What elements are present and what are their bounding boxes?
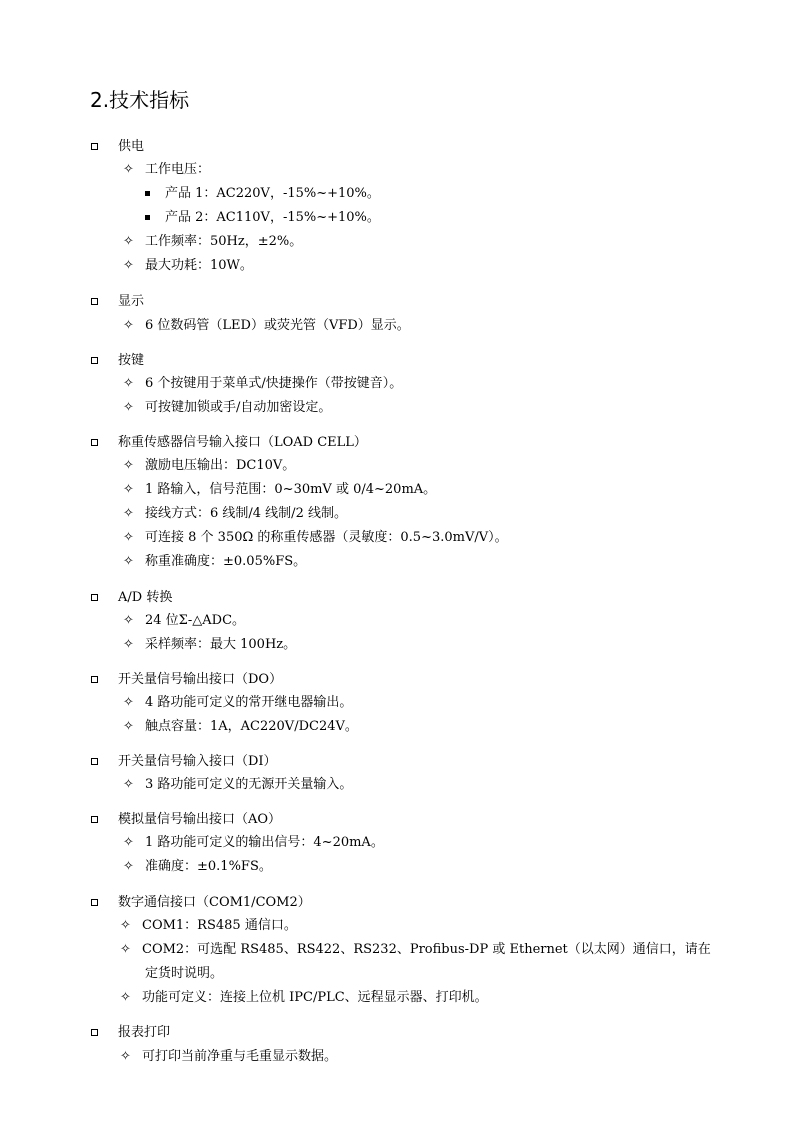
- spec-item: [120, 1048, 338, 1066]
- section-heading-text: 称重传感器信号输入接口（LOAD CELL）: [118, 435, 367, 450]
- section-heading: [118, 811, 281, 829]
- spec-item-text: COM1：RS485 通信口。: [142, 918, 297, 933]
- four-point-star-bullet-icon: ✧: [123, 637, 134, 652]
- checkbox-square-bullet-icon: [91, 758, 98, 765]
- spec-item: [123, 529, 508, 547]
- spec-item: [123, 399, 332, 417]
- four-point-star-bullet-icon: ✧: [123, 835, 134, 850]
- four-point-star-bullet-icon: ✧: [123, 859, 134, 874]
- spec-item: [123, 161, 211, 179]
- spec-item: [123, 694, 353, 712]
- spec-item-text: 接线方式：6 线制/4 线制/2 线制。: [145, 506, 347, 521]
- checkbox-square-bullet-icon: [91, 439, 98, 446]
- spec-item-text: 最大功耗：10W。: [145, 258, 253, 273]
- spec-item: [123, 612, 246, 630]
- four-point-star-bullet-icon: ✧: [123, 530, 134, 545]
- spec-item-text: 1 路输入，信号范围：0~30mV 或 0/4~20mA。: [145, 482, 437, 497]
- spec-item: [123, 233, 303, 251]
- four-point-star-bullet-icon: ✧: [123, 482, 134, 497]
- section-heading: [118, 589, 172, 607]
- spec-item: [123, 834, 384, 852]
- square-bullet-icon: [145, 215, 150, 220]
- section-heading-text: 开关量信号输入接口（DI）: [118, 754, 277, 769]
- spec-item-text: 3 路功能可定义的无源开关量输入。: [145, 777, 353, 792]
- spec-item: [123, 317, 410, 335]
- spec-item-text: 准确度：±0.1%FS。: [145, 859, 272, 874]
- four-point-star-bullet-icon: ✧: [123, 458, 134, 473]
- section-heading-text: 报表打印: [118, 1025, 171, 1040]
- four-point-star-bullet-icon: ✧: [120, 1049, 131, 1064]
- spec-item: [123, 481, 437, 499]
- checkbox-square-bullet-icon: [91, 899, 98, 906]
- section-heading: [118, 671, 282, 689]
- four-point-star-bullet-icon: ✧: [123, 719, 134, 734]
- spec-item: [123, 776, 353, 794]
- section-heading: [118, 894, 311, 912]
- checkbox-square-bullet-icon: [91, 594, 98, 601]
- four-point-star-bullet-icon: ✧: [120, 918, 131, 933]
- four-point-star-bullet-icon: ✧: [120, 942, 131, 957]
- four-point-star-bullet-icon: ✧: [123, 234, 134, 249]
- spec-item: [120, 941, 711, 959]
- section-heading: [118, 1024, 170, 1042]
- spec-item-text: 可打印当前净重与毛重显示数据。: [142, 1049, 338, 1064]
- spec-item-text: 产品 1：AC220V，-15%~+10%。: [165, 186, 380, 201]
- spec-item-text: 功能可定义：连接上位机 IPC/PLC、远程显示器、打印机。: [142, 990, 488, 1005]
- spec-item: [145, 965, 223, 983]
- spec-item: [123, 718, 358, 736]
- four-point-star-bullet-icon: ✧: [123, 506, 134, 521]
- four-point-star-bullet-icon: ✧: [120, 990, 131, 1005]
- spec-item: [123, 858, 272, 876]
- spec-item-text: 称重准确度：±0.05%FS。: [145, 554, 307, 569]
- page-title: 2.技术指标: [90, 88, 190, 112]
- four-point-star-bullet-icon: ✧: [123, 162, 134, 177]
- section-heading: [118, 352, 144, 370]
- spec-item: [165, 185, 380, 203]
- section-heading-text: A/D 转换: [118, 590, 173, 605]
- spec-item-text: 激励电压输出：DC10V。: [145, 458, 296, 473]
- spec-item-text: 可按键加锁或手/自动加密设定。: [145, 400, 332, 415]
- spec-item-text: 6 个按键用于菜单式/快捷操作（带按键音）。: [145, 376, 403, 391]
- four-point-star-bullet-icon: ✧: [123, 613, 134, 628]
- checkbox-square-bullet-icon: [91, 816, 98, 823]
- spec-item: [165, 209, 380, 227]
- section-heading-text: 模拟量信号输出接口（AO）: [118, 812, 282, 827]
- spec-item: [123, 375, 403, 393]
- spec-item-text: COM2：可选配 RS485、RS422、RS232、Profibus-DP 或 Ethernet（以太网）通信口，请在: [142, 942, 711, 957]
- spec-item-text: 工作频率：50Hz，±2%。: [145, 234, 303, 249]
- section-heading-text: 数字通信接口（COM1/COM2）: [118, 895, 311, 910]
- checkbox-square-bullet-icon: [91, 676, 98, 683]
- spec-item-text: 产品 2：AC110V，-15%~+10%。: [165, 210, 380, 225]
- checkbox-square-bullet-icon: [91, 1029, 98, 1036]
- four-point-star-bullet-icon: ✧: [123, 554, 134, 569]
- spec-item-text: 可连接 8 个 350Ω 的称重传感器（灵敏度：0.5~3.0mV/V）。: [145, 530, 508, 545]
- section-heading-text: 开关量信号输出接口（DO）: [118, 672, 283, 687]
- section-heading: [118, 293, 144, 311]
- spec-item-text: 采样频率：最大 100Hz。: [145, 637, 297, 652]
- spec-item: [120, 917, 297, 935]
- spec-item-text: 定货时说明。: [145, 966, 224, 981]
- spec-item: [123, 553, 307, 571]
- spec-item: [123, 257, 253, 275]
- spec-item: [123, 505, 347, 523]
- spec-item: [123, 636, 297, 654]
- checkbox-square-bullet-icon: [91, 143, 98, 150]
- spec-item-text: 触点容量：1A，AC220V/DC24V。: [145, 719, 358, 734]
- four-point-star-bullet-icon: ✧: [123, 318, 134, 333]
- spec-item: [120, 989, 488, 1007]
- spec-item-text: 24 位Σ-△ADC。: [145, 613, 246, 628]
- section-heading-text: 供电: [118, 139, 145, 154]
- four-point-star-bullet-icon: ✧: [123, 376, 134, 391]
- four-point-star-bullet-icon: ✧: [123, 777, 134, 792]
- checkbox-square-bullet-icon: [91, 298, 98, 305]
- four-point-star-bullet-icon: ✧: [123, 695, 134, 710]
- section-heading: [118, 434, 367, 452]
- square-bullet-icon: [145, 191, 150, 196]
- spec-item-text: 1 路功能可定义的输出信号：4~20mA。: [145, 835, 384, 850]
- four-point-star-bullet-icon: ✧: [123, 400, 134, 415]
- spec-item-text: 工作电压：: [145, 162, 211, 177]
- section-heading: [118, 138, 144, 156]
- section-heading-text: 显示: [118, 294, 145, 309]
- spec-item: [123, 457, 296, 475]
- checkbox-square-bullet-icon: [91, 357, 98, 364]
- section-heading: [118, 753, 277, 771]
- spec-item-text: 6 位数码管（LED）或荧光管（VFD）显示。: [145, 318, 410, 333]
- spec-item-text: 4 路功能可定义的常开继电器输出。: [145, 695, 353, 710]
- section-heading-text: 按键: [118, 353, 145, 368]
- four-point-star-bullet-icon: ✧: [123, 258, 134, 273]
